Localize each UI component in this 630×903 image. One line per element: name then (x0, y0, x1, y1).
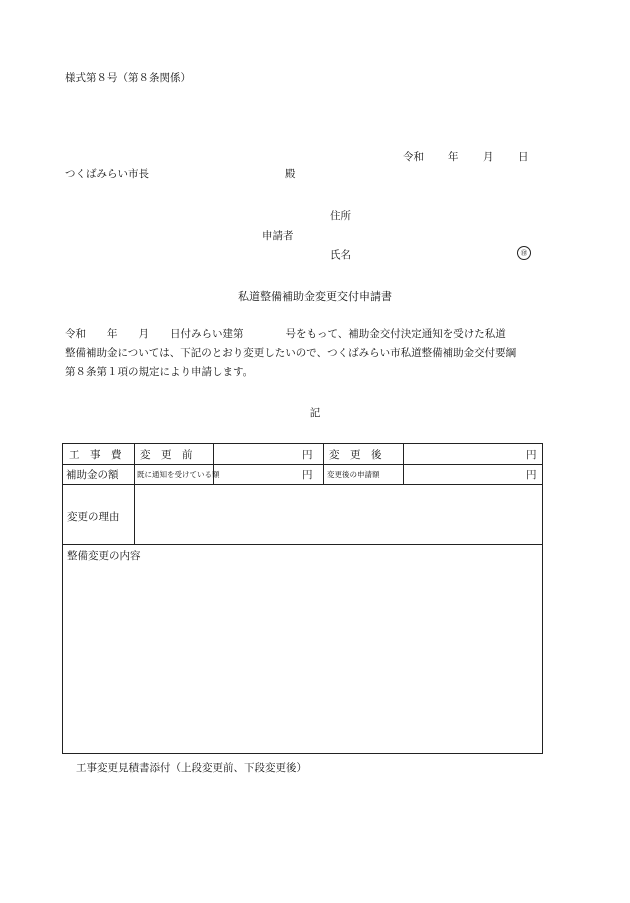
changed-request-amount-label: 変更後の申請額 (327, 470, 380, 479)
addressee-name: つくばみらい市長 (65, 168, 149, 180)
body-paragraph (65, 325, 545, 382)
form-number: 様式第８号（第８条関係） (65, 72, 191, 84)
construction-cost-label: 工 事 費 (69, 449, 122, 461)
before-change-label: 変 更 前 (140, 449, 193, 461)
col-divider-1 (134, 444, 135, 544)
addressee-honorific: 殿 (285, 168, 296, 180)
address-label: 住所 (330, 210, 351, 222)
details-table (62, 443, 543, 754)
notified-amount-label: 既に通知を受けている額 (137, 470, 220, 479)
col-divider-3 (323, 444, 324, 484)
change-reason-label: 変更の理由 (67, 511, 120, 523)
date-month-unit: 月 (483, 151, 494, 163)
name-label: 氏名 (330, 249, 351, 261)
date-era: 令和 (403, 151, 424, 163)
notified-amount-yen: 円 (302, 469, 313, 481)
after-change-yen: 円 (526, 449, 537, 461)
change-content-label: 整備変更の内容 (67, 550, 141, 562)
body-line-2: 整備補助金については、下記のとおり変更したいので、つくばみらい市私道整備補助金交付要綱 (65, 347, 517, 359)
applicant-label: 申請者 (262, 230, 294, 242)
seal-mark: ㊞ (517, 246, 531, 260)
body-line-3: 第８条第１項の規定により申請します。 (65, 366, 254, 378)
row-divider-3 (63, 544, 542, 545)
date-day-unit: 日 (518, 151, 529, 163)
ki-heading: 記 (309, 407, 321, 419)
date-year-unit: 年 (448, 151, 459, 163)
col-divider-4 (403, 444, 404, 484)
changed-request-amount-yen: 円 (526, 469, 537, 481)
footnote: 工事変更見積書添付（上段変更前、下段変更後） (76, 762, 307, 774)
before-change-yen: 円 (302, 449, 313, 461)
body-line-1: 令和 年 月 日付みらい建第 号をもって、補助金交付決定通知を受けた私道 (65, 328, 506, 340)
document-title: 私道整備補助金変更交付申請書 (238, 290, 392, 303)
after-change-label: 変 更 後 (329, 449, 382, 461)
subsidy-amount-label: 補助金の額 (66, 469, 119, 481)
